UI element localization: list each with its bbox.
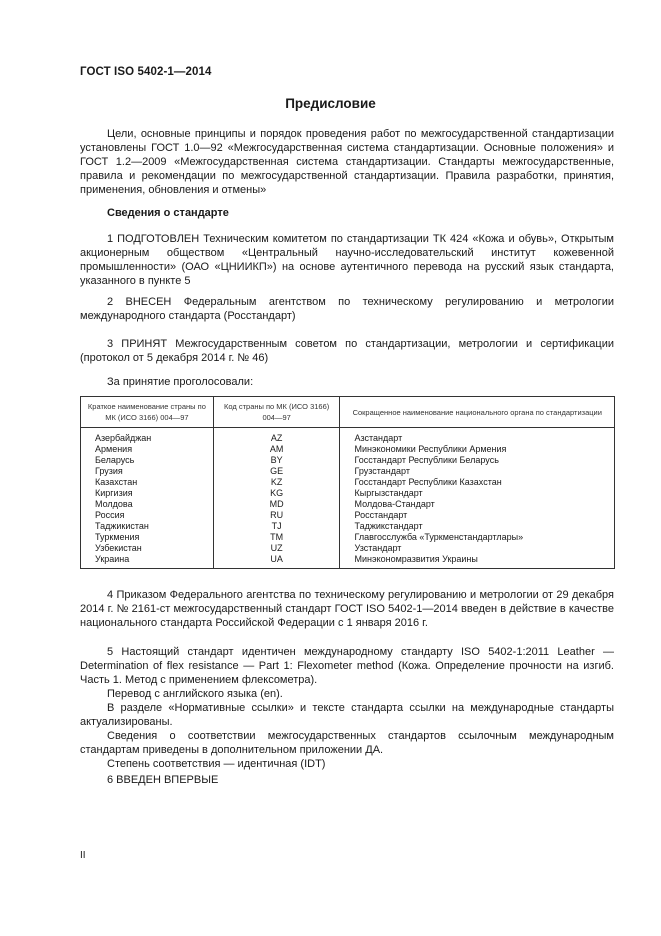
cell-country-name: Украина bbox=[81, 554, 214, 569]
header-standards-body: Сокращенное наименование национального органа по стандартизации bbox=[340, 397, 615, 428]
table-row bbox=[81, 455, 615, 466]
standard-info-heading: Сведения о стандарте bbox=[107, 207, 229, 219]
cell-country-name: Туркмения bbox=[81, 532, 214, 543]
cell-country-code: KG bbox=[213, 488, 340, 499]
table-row bbox=[81, 521, 615, 532]
intro-paragraph bbox=[80, 127, 614, 197]
cell-country-code: TM bbox=[213, 532, 340, 543]
table-body bbox=[81, 428, 615, 569]
cell-country-name: Азербайджан bbox=[81, 428, 214, 445]
cell-standards-body: Главгосслужба «Туркменстандартлары» bbox=[340, 532, 615, 543]
cell-standards-body: Таджикстандарт bbox=[340, 521, 615, 532]
item-4-paragraph bbox=[80, 588, 614, 630]
table-row bbox=[81, 499, 615, 510]
header-country-code: Код страны по МК (ИСО 3166) 004—97 bbox=[213, 397, 340, 428]
item-5-degree: Степень соответствия — идентичная (IDT) bbox=[107, 758, 326, 770]
item-3-paragraph bbox=[80, 337, 614, 365]
document-code-header: ГОСТ ISO 5402-1—2014 bbox=[80, 66, 212, 78]
item-1-text: 1 ПОДГОТОВЛЕН Техническим комитетом по стандартизации ТК 424 «Кожа и обувь», Открытым акционерным обществом «Центральный научно-исследовательский институт кожевенной промышленности» (ОАО «ЦНИИКП») на основе аутентичного перевода на русский язык стандарта, указанного в пункте 5 bbox=[80, 233, 614, 287]
cell-country-code: BY bbox=[213, 455, 340, 466]
cell-country-name: Грузия bbox=[81, 466, 214, 477]
table-header-row bbox=[81, 397, 615, 428]
cell-country-code: UA bbox=[213, 554, 340, 569]
item-6-text: 6 ВВЕДЕН ВПЕРВЫЕ bbox=[107, 774, 219, 786]
table-row bbox=[81, 554, 615, 569]
cell-country-code: KZ bbox=[213, 477, 340, 488]
item-2-text: 2 ВНЕСЕН Федеральным агентством по техническому регулированию и метрологии международного стандарта (Росстандарт) bbox=[80, 296, 614, 322]
cell-standards-body: Молдова-Стандарт bbox=[340, 499, 615, 510]
cell-standards-body: Кыргызстандарт bbox=[340, 488, 615, 499]
cell-standards-body: Азстандарт bbox=[340, 428, 615, 445]
cell-country-name: Россия bbox=[81, 510, 214, 521]
item-2-paragraph bbox=[80, 295, 614, 323]
table-row bbox=[81, 532, 615, 543]
item-5-references: В разделе «Нормативные ссылки» и тексте стандарта ссылки на международные стандарты актуализированы. bbox=[80, 702, 614, 728]
cell-country-name: Киргизия bbox=[81, 488, 214, 499]
cell-country-code: MD bbox=[213, 499, 340, 510]
table-row bbox=[81, 428, 615, 445]
item-5-paragraph bbox=[80, 645, 614, 771]
table-row bbox=[81, 543, 615, 554]
cell-standards-body: Узстандарт bbox=[340, 543, 615, 554]
cell-country-code: AM bbox=[213, 444, 340, 455]
item-6-paragraph bbox=[80, 773, 614, 787]
cell-standards-body: Госстандарт Республики Казахстан bbox=[340, 477, 615, 488]
header-country-name: Краткое наименование страны по МК (ИСО 3166) 004—97 bbox=[81, 397, 214, 428]
table-row bbox=[81, 488, 615, 499]
item-5-annex: Сведения о соответствии межгосударственных стандартов ссылочным международным стандартам приведены в дополнительном приложении ДА. bbox=[80, 730, 614, 756]
item-5-language: Перевод с английского языка (en). bbox=[107, 688, 283, 700]
item-4-text: 4 Приказом Федерального агентства по техническому регулированию и метрологии от 29 декабря 2014 г. № 2161-ст межгосударственный стандарт ГОСТ ISO 5402-1—2014 введен в действие в качестве национального стандарта Российской Федерации с 1 января 2016 г. bbox=[80, 589, 614, 629]
voting-states-table bbox=[80, 396, 615, 569]
table-row bbox=[81, 510, 615, 521]
page-title: Предисловие bbox=[285, 96, 376, 111]
cell-country-name: Молдова bbox=[81, 499, 214, 510]
cell-country-name: Узбекистан bbox=[81, 543, 214, 554]
item-1-paragraph bbox=[80, 232, 614, 288]
cell-country-code: TJ bbox=[213, 521, 340, 532]
cell-standards-body: Грузстандарт bbox=[340, 466, 615, 477]
cell-country-name: Таджикистан bbox=[81, 521, 214, 532]
cell-standards-body: Минэкономики Республики Армения bbox=[340, 444, 615, 455]
cell-standards-body: Минэкономразвития Украины bbox=[340, 554, 615, 569]
cell-country-code: AZ bbox=[213, 428, 340, 445]
cell-country-name: Казахстан bbox=[81, 477, 214, 488]
table-row bbox=[81, 444, 615, 455]
cell-country-code: UZ bbox=[213, 543, 340, 554]
table-row bbox=[81, 466, 615, 477]
cell-country-code: RU bbox=[213, 510, 340, 521]
item-5-text: 5 Настоящий стандарт идентичен международному стандарту ISO 5402-1:2011 Leather — Determination of flex resistance — Part 1: Flexometer method (Кожа. Определение прочности на изгиб. Часть 1. Метод с применением флексометра). bbox=[80, 646, 614, 686]
page-number: II bbox=[80, 850, 86, 861]
cell-standards-body: Росстандарт bbox=[340, 510, 615, 521]
intro-text: Цели, основные принципы и порядок проведения работ по межгосударственной стандартизации установлены ГОСТ 1.0—92 «Межгосударственная система стандартизации. Основные положения» и ГОСТ 1.2—2009 «Межгосударственная система стандартизации. Стандарты межгосударственные, правила и рекомендации по межгосударственной стандартизации. Правила разработки, принятия, применения, обновления и отмены» bbox=[80, 128, 614, 196]
cell-country-name: Беларусь bbox=[81, 455, 214, 466]
item-3-text: 3 ПРИНЯТ Межгосударственным советом по стандартизации, метрологии и сертификации (протокол от 5 декабря 2014 г. № 46) bbox=[80, 338, 614, 364]
cell-country-name: Армения bbox=[81, 444, 214, 455]
voted-label: За принятие проголосовали: bbox=[107, 376, 254, 388]
cell-country-code: GE bbox=[213, 466, 340, 477]
cell-standards-body: Госстандарт Республики Беларусь bbox=[340, 455, 615, 466]
table-row bbox=[81, 477, 615, 488]
